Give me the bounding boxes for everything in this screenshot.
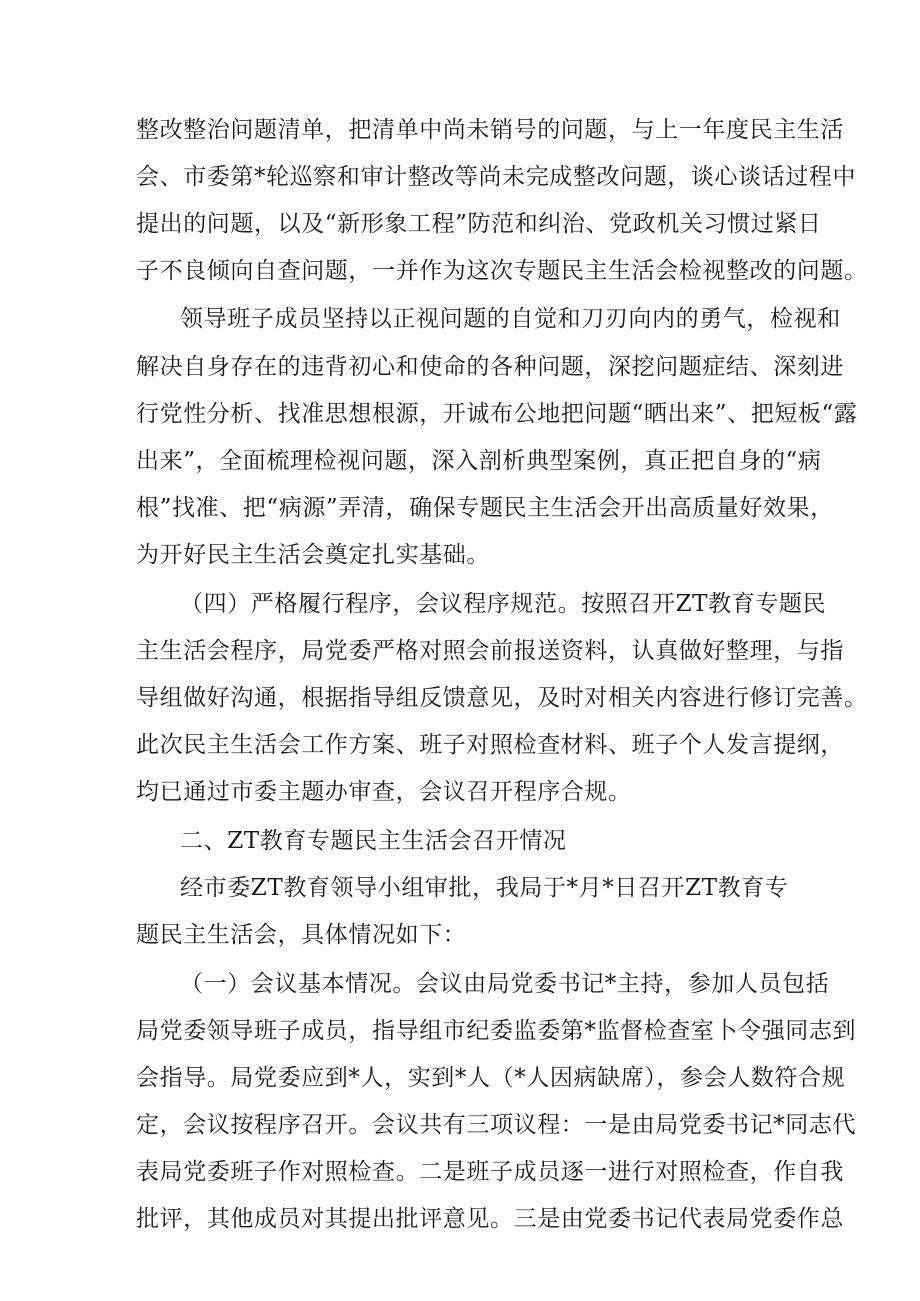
text-line: 定，会议按程序召开。会议共有三项议程：一是由局党委书记*同志代 xyxy=(136,1112,857,1138)
text-line: （四）严格履行程序，会议程序规范。按照召开ZT教育专题民 xyxy=(180,591,827,617)
text-line: 行党性分析、找准思想根源，开诚布公地把问题“晒出来”、把短板“露 xyxy=(136,401,858,427)
text-line: 局党委领导班子成员，指导组市纪委监委第*监督检查室卜令强同志到 xyxy=(136,1018,857,1044)
text-line: 子不良倾向自查问题，一并作为这次专题民主生活会检视整改的问题。 xyxy=(136,258,868,284)
text-line: 表局党委班子作对照检查。二是班子成员逐一进行对照检查，作自我 xyxy=(136,1159,844,1185)
text-line: 出来”，全面梳理检视问题，深入剖析典型案例，真正把自身的“病 xyxy=(136,448,822,474)
text-line: （一）会议基本情况。会议由局党委书记*主持，参加人员包括 xyxy=(180,971,830,997)
text-line: 批评，其他成员对其提出批评意见。三是由党委书记代表局党委作总 xyxy=(136,1206,844,1232)
text-line: 整改整治问题清单，把清单中尚未销号的问题，与上一年度民主生活 xyxy=(136,117,844,143)
section-heading: 二、ZT教育专题民主生活会召开情况 xyxy=(180,828,567,854)
text-line: 会指导。局党委应到*人，实到*人（*人因病缺席），参会人数符合规 xyxy=(136,1065,846,1091)
text-line: 解决自身存在的违背初心和使命的各种问题，深挖问题症结、深刻进 xyxy=(136,354,844,380)
text-line: 经市委ZT教育领导小组审批，我局于*月*日召开ZT教育专 xyxy=(180,875,789,901)
text-line: 领导班子成员坚持以正视问题的自觉和刀刃向内的勇气，检视和 xyxy=(180,306,841,332)
text-line: 均已通过市委主题办审查，会议召开程序合规。 xyxy=(136,779,632,805)
text-line: 主生活会程序，局党委严格对照会前报送资料，认真做好整理，与指 xyxy=(136,638,844,664)
text-line: 此次民主生活会工作方案、班子对照检查材料、班子个人发言提纲， xyxy=(136,732,844,758)
text-line: 根”找准、把“病源”弄清，确保专题民主生活会开出高质量好效果， xyxy=(136,495,834,521)
text-line: 为开好民主生活会奠定扎实基础。 xyxy=(136,542,490,568)
text-line: 会、市委第*轮巡察和审计整改等尚未完成整改问题，谈心谈话过程中 xyxy=(136,164,857,190)
text-line: 提出的问题，以及“新形象工程”防范和纠治、党政机关习惯过紧日 xyxy=(136,211,822,237)
text-line: 题民主生活会，具体情况如下： xyxy=(136,922,467,948)
text-line: 导组做好沟通，根据指导组反馈意见，及时对相关内容进行修订完善。 xyxy=(136,685,868,711)
